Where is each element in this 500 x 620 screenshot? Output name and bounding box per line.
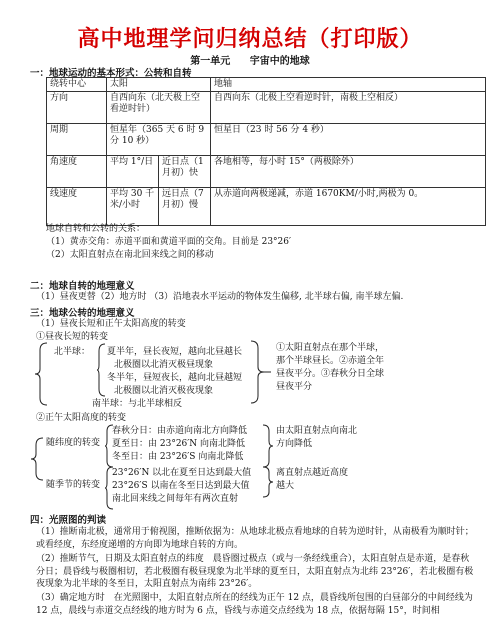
table-cell: 自西向东（北极上空看逆时针，南极上空相反）	[211, 92, 486, 124]
north-line: 北极圈以北消灭极夜现象	[114, 386, 214, 396]
unit-name: 第一单元	[190, 56, 231, 67]
season-line: 23°26′S 以南在冬至日达到最大值	[112, 481, 250, 491]
southern-hemisphere-line: 南半球：与北半球相反	[92, 399, 183, 409]
table-cell: 各地相等，每小时 15°（两极除外）	[211, 156, 486, 188]
table-cell: 远日点（7 月初）慢	[159, 188, 211, 226]
season-summary: 越大	[276, 481, 295, 491]
latitude-line: 夏至日：由 23°26′N 向南北降低	[112, 439, 246, 449]
paragraph: （1）推断南北极，通常用于俯视图，推断依据为：从地球北极点看地球的自转为逆时针，从南极看为顺时针；或看经度，东经度递增的方向即为地球自转的方向。	[36, 527, 474, 550]
earth-motion-table	[46, 77, 486, 226]
table-cell: 自西向东（北天极上空看逆时针）	[107, 92, 211, 124]
latitude-variation-label: 随纬度的转变	[46, 438, 101, 448]
table-row	[47, 124, 486, 156]
table-cell: 恒星年（365 天 6 时 9 分 10 秒）	[107, 124, 211, 156]
latitude-summary: 方向降低	[276, 439, 313, 449]
section-2-text: （1）昼夜更替（2）地方时 （3）沿地表水平运动的物体发生偏移, 北半球右偏, 南半球左偏.	[36, 292, 404, 302]
summary-line: 那个半球昼长。②赤道全年	[276, 356, 385, 366]
table-header: 太阳	[107, 78, 211, 92]
latitude-summary: 由太阳直射点向南北	[276, 426, 358, 436]
summary-line: ①太阳直射点在那个半球，	[276, 343, 385, 353]
relation-item: （1）黄赤交角：赤道平面和黄道平面的交角。目前是 23°26′	[46, 237, 292, 247]
table-cell: 从赤道向两极递减，赤道 1670KM/小时,两极为 0。	[211, 188, 486, 226]
table-row	[47, 78, 486, 92]
brace-icon	[96, 343, 106, 397]
table-cell: 方向	[47, 92, 107, 124]
page-title: 高中地理学问归纳总结（打印版）	[77, 26, 423, 52]
northern-hemisphere-label: 北半球：	[54, 347, 91, 357]
paragraph: （3）确定地方时 在光照图中，太阳直射点所在的经线为正午 12 点，晨昏线所包围的白昼部分的中间经线为 12 点，晨线与赤道交点经线的地方时为 6 点，昏线与赤道交点经线为 18 点，依据每隔 15°，时间相	[36, 593, 473, 616]
brace-right-icon	[262, 424, 274, 468]
subsection-heading: （1）昼夜长短和正午太阳高度的转变	[36, 319, 186, 329]
latitude-line: 春秋分日：由赤道向南北方向降低	[112, 426, 248, 436]
north-line: 夏半年，昼长夜短，越向北昼越长	[107, 347, 243, 357]
table-row	[47, 156, 486, 188]
table-cell: 平均 30 千米/小时	[107, 188, 159, 226]
brace-icon	[34, 342, 48, 406]
section-1-heading: 一：地球运动的基本形式：公转和自转	[30, 68, 192, 79]
latitude-line: 冬至日：由 23°26′S 向南北降低	[112, 452, 244, 462]
section-3-heading: 三：地球公转的地理意义	[30, 308, 135, 319]
table-cell: 恒星日（23 时 56 分 4 秒）	[211, 124, 486, 156]
unit-topic: 宇宙中的地球	[249, 56, 310, 67]
table-cell: 近日点（1 月初）快	[159, 156, 211, 188]
season-summary: 离直射点越近高度	[276, 468, 349, 478]
table-row	[47, 188, 486, 226]
brace-right-icon	[262, 466, 274, 498]
seasonal-variation-label: 随季节的转变	[46, 480, 101, 490]
table-cell: 角速度	[47, 156, 107, 188]
subsection-heading: ①昼夜长短的转变	[36, 332, 109, 342]
brace-right-icon	[250, 340, 272, 404]
table-cell: 线速度	[47, 188, 107, 226]
subsection-heading: ②正午太阳高度的转变	[36, 413, 127, 423]
brace-icon	[30, 437, 44, 481]
paragraph: （2）推断节气，日期及太阳直射点的纬度 晨昏圈过极点（或与一条经线重合），太阳直射点是赤道，是春秋分日；晨昏线与极圈相切，若北极圈有极昼现象为北半球的夏至日，太阳直射点为北纬 23°26′，若北极圈有极夜现象为北半球的冬至日，太阳直射点为南纬 23°26′。	[36, 554, 474, 589]
summary-line: 昼夜平分。③春秋分日全球	[276, 369, 385, 379]
north-line: 冬半年，昼短夜长，越向北昼越短	[107, 373, 243, 383]
north-line: 北极圈以北消灭极昼现象	[114, 360, 214, 370]
table-header: 地轴	[211, 78, 486, 92]
table-cell: 平均 1°/日	[107, 156, 159, 188]
table-row	[47, 92, 486, 124]
table-cell: 周期	[47, 124, 107, 156]
season-line: 南北回来线之间每年有两次直射	[112, 494, 239, 504]
relation-heading: 地球自转和公转的关系：	[46, 224, 146, 234]
season-line: 23°26′N 以北在夏至日达到最大值	[112, 468, 252, 478]
table-header: 绕转中心	[47, 78, 107, 92]
relation-item: （2）太阳直射点在南北回来线之间的移动	[46, 250, 214, 260]
summary-line: 昼夜平分	[276, 382, 313, 392]
section-2-heading: 二：地球自转的地理意义	[30, 281, 135, 292]
section-4-heading: 四：光照图的判读	[30, 515, 107, 526]
